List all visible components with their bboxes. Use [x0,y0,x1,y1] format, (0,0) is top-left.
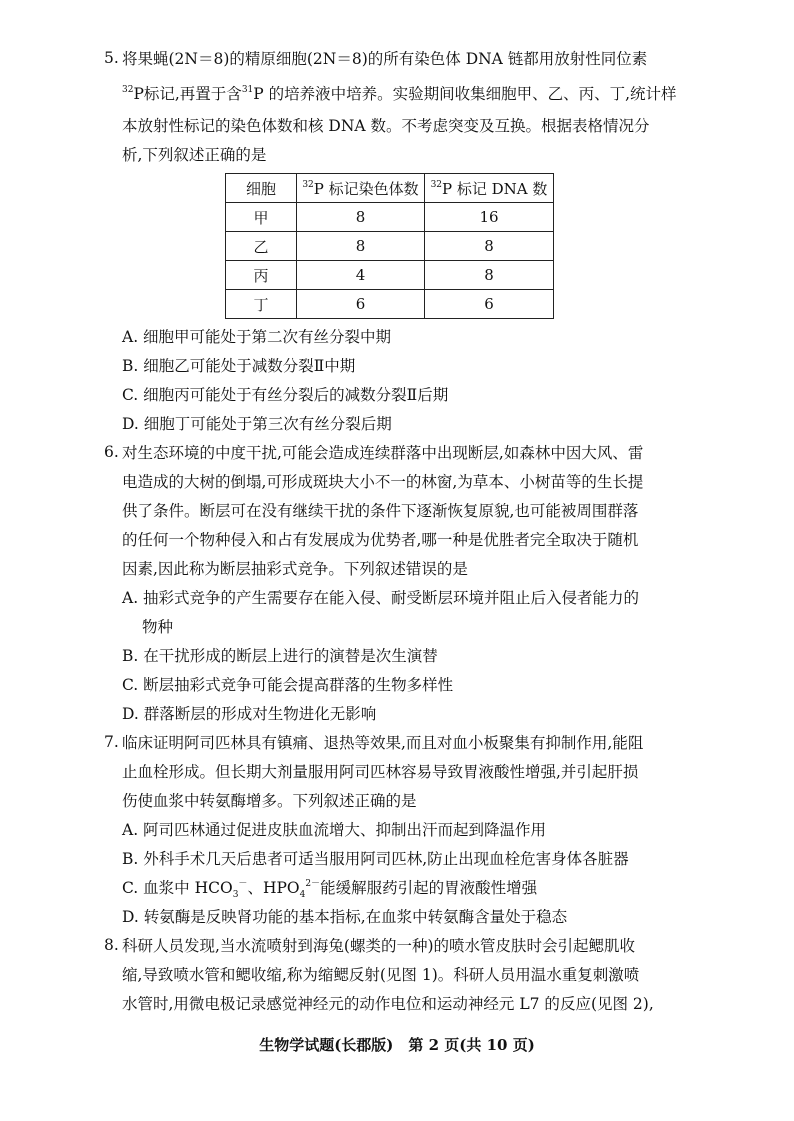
table-cell: 4 [297,261,425,290]
answer-option-d: D. 细胞丁可能处于第三次有丝分裂后期 [122,415,392,433]
question-number: 6. [104,443,119,461]
table-cell: 乙 [226,232,297,261]
answer-option-b: B. 在干扰形成的断层上进行的演替是次生演替 [122,647,438,665]
question-number: 7. [104,733,119,751]
answer-option-c: C. 细胞丙可能处于有丝分裂后的减数分裂Ⅱ后期 [122,386,449,404]
question-stem-line: 临床证明阿司匹林具有镇痛、退热等效果,而且对血小板聚集有抑制作用,能阻 [122,734,644,752]
question-stem-line: 伤使血浆中转氨酶增多。下列叙述正确的是 [122,792,417,810]
question-stem-line: 止血栓形成。但长期大剂量服用阿司匹林容易导致胃液酸性增强,并引起肝损 [122,763,639,781]
answer-option-b: B. 细胞乙可能处于减数分裂Ⅱ中期 [122,357,356,375]
table-header-row [226,174,554,203]
question-stem-line: 科研人员发现,当水流喷射到海兔(螺类的一种)的喷水管皮肤时会引起鳃肌收 [122,937,636,955]
table-cell: 16 [425,203,554,232]
question-stem-line: 将果蝇(2N＝8)的精原细胞(2N＝8)的所有染色体 DNA 链都用放射性同位素 [122,50,648,68]
answer-option-c: C. 断层抽彩式竞争可能会提高群落的生物多样性 [122,676,454,694]
table-cell: 6 [297,290,425,319]
table-row [226,203,554,232]
question-stem-line: 对生态环境的中度干扰,可能会造成连续群落中出现断层,如森林中因大风、雷 [122,444,644,462]
question-stem-line: 因素,因此称为断层抽彩式竞争。下列叙述错误的是 [122,560,468,578]
question-stem-line: 电造成的大树的倒塌,可形成斑块大小不一的林窗,为草本、小树苗等的生长提 [122,473,644,491]
answer-option-d: D. 群落断层的形成对生物进化无影响 [122,705,377,723]
question-stem-line: 缩,导致喷水管和鳃收缩,称为缩鳃反射(见图 1)。科研人员用温水重复刺激喷 [122,966,640,984]
table-row [226,290,554,319]
question-stem-line: 析,下列叙述正确的是 [122,146,267,164]
answer-option-c: C. 血浆中 $HCO_3^-$、$HPO_4^{2-}$能缓解服药引起的胃液酸性增强 [122,878,538,901]
answer-option-a: A. 抽彩式竞争的产生需要存在能入侵、耐受断层环境并阻止后入侵者能力的 [122,589,640,607]
question-stem-line: 供了条件。断层可在没有继续干扰的条件下逐渐恢复原貌,也可能被周围群落 [122,502,639,520]
table-header-cell: 细胞 [226,174,297,203]
table-cell: 6 [425,290,554,319]
table-cell: 8 [425,232,554,261]
question-stem-line: 的任何一个物种侵入和占有发展成为优势者,哪一种是优胜者完全取决于随机 [122,531,639,549]
question-stem-line: 水管时,用微电极记录感觉神经元的动作电位和运动神经元 L7 的反应(见图 2), [122,995,654,1013]
page-footer: 生物学试题(长郡版) 第 2 页(共 10 页) [259,1036,535,1054]
answer-option-a: A. 阿司匹林通过促进皮肤血流增大、抑制出汗而起到降温作用 [122,821,547,839]
question-stem-line: $^{32}$P标记,再置于含$^{31}$P 的培养液中培养。实验期间收集细胞甲、乙、丙、丁,统计样 [122,84,677,103]
table-cell: 丙 [226,261,297,290]
table-header-cell: $^{32}$P 标记 DNA 数 [425,174,554,203]
table-row [226,261,554,290]
answer-option-a: A. 细胞甲可能处于第二次有丝分裂中期 [122,328,392,346]
question-number: 5. [104,49,119,67]
question-number: 8. [104,936,119,954]
answer-option-d: D. 转氨酶是反映肾功能的基本指标,在血浆中转氨酶含量处于稳态 [122,908,568,926]
table-cell: 8 [297,232,425,261]
table-cell: 甲 [226,203,297,232]
table-cell: 丁 [226,290,297,319]
question-stem-line: 本放射性标记的染色体数和核 DNA 数。不考虑突变及互换。根据表格情况分 [122,117,650,135]
table-header-cell: $^{32}$P 标记染色体数 [297,174,425,203]
table-cell: 8 [425,261,554,290]
table-row [226,232,554,261]
data-table [225,173,554,319]
table-cell: 8 [297,203,425,232]
answer-option-a-continued: 物种 [142,618,174,636]
answer-option-b: B. 外科手术几天后患者可适当服用阿司匹林,防止出现血栓危害身体各脏器 [122,850,629,868]
